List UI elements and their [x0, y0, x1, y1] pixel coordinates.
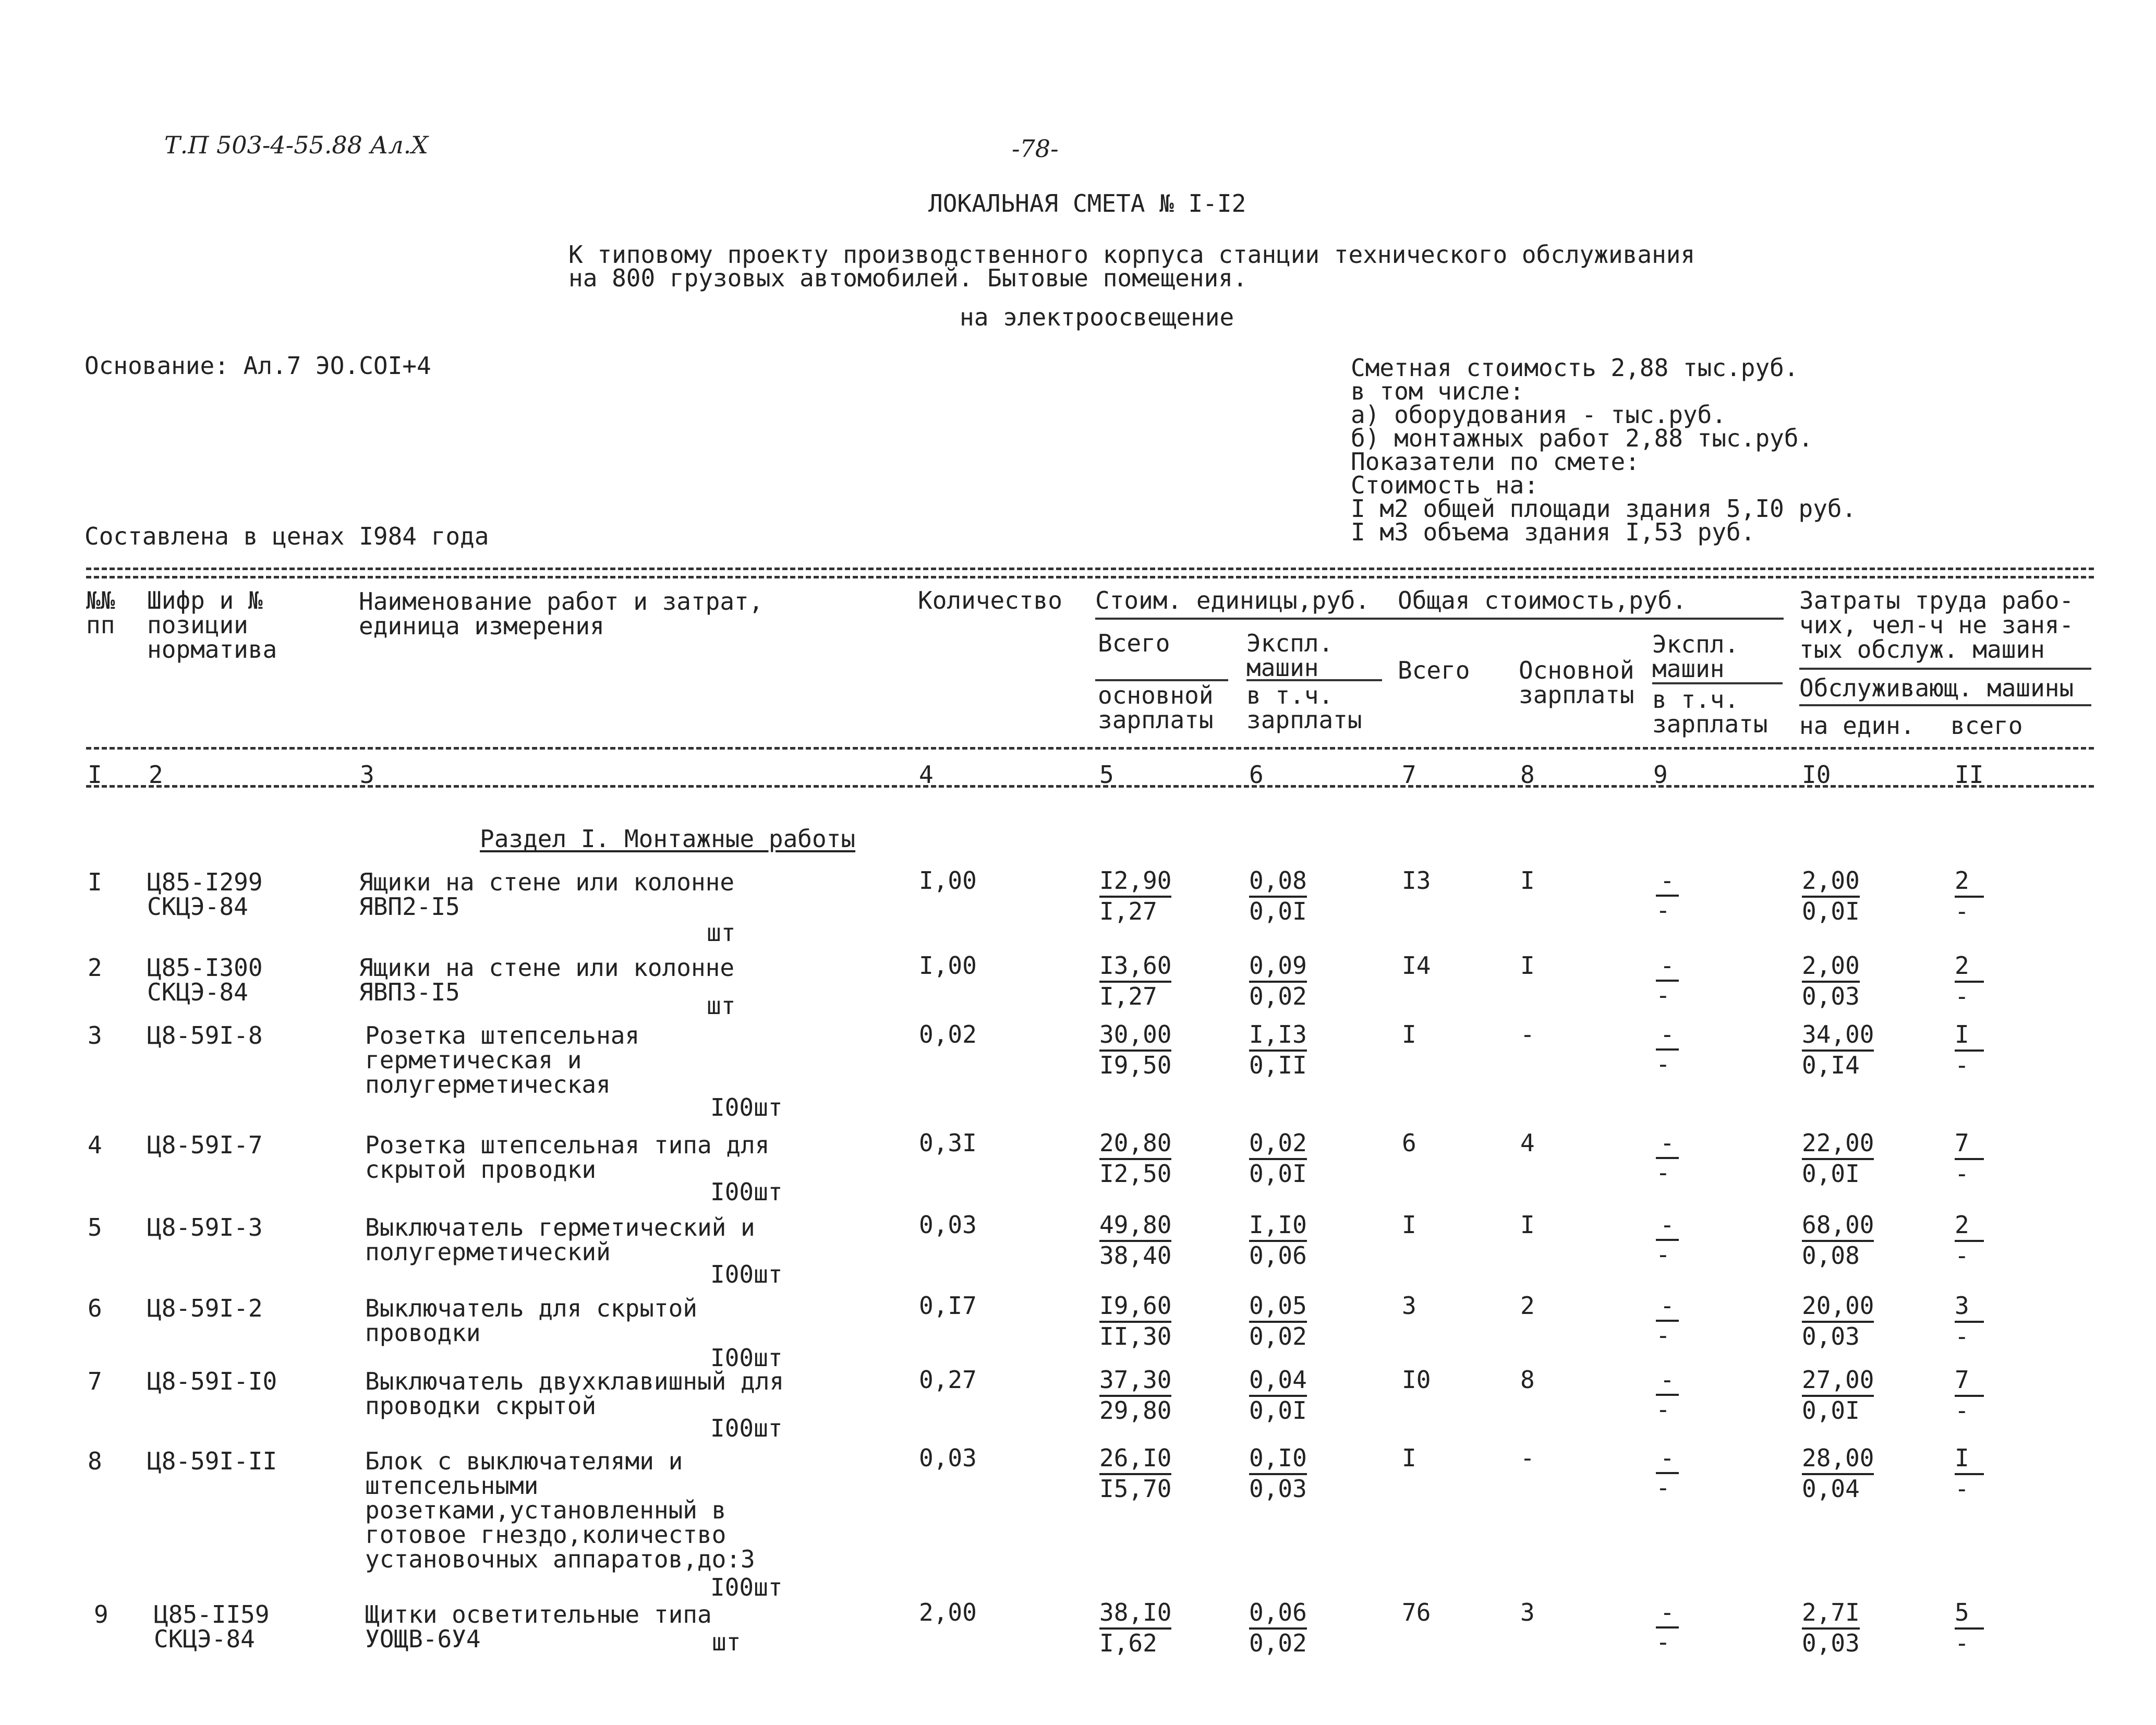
row-3-unit-cost — [1099, 1021, 1171, 1079]
row-3-c9-wages: - — [1656, 1050, 1670, 1078]
colnum-10: I0 — [1802, 761, 1831, 789]
row-9-c5-total: 38,I0 — [1099, 1599, 1171, 1630]
header-unit-total: Всего — [1098, 629, 1170, 657]
cost-per-volume: I м3 объема здания I,53 руб. — [1351, 518, 1755, 546]
row-7-c6-wages: 0,0I — [1249, 1396, 1307, 1425]
row-6-unit-cost — [1099, 1292, 1171, 1350]
row-3-unit: I00шт — [710, 1093, 783, 1121]
colnum-11: II — [1955, 761, 1984, 789]
header-total-cost: Общая стоимость,руб. — [1398, 586, 1687, 614]
row-9-c11-total: 5 — [1955, 1599, 1984, 1630]
colnum-9: 9 — [1653, 761, 1668, 789]
row-2-c6-total: 0,09 — [1249, 952, 1307, 983]
row-4-c11-wages: - — [1955, 1159, 1969, 1188]
prices-text: Составлена в ценах I984 года — [84, 522, 489, 550]
equipment-cost: а) оборудования - тыс.руб. — [1351, 401, 1727, 429]
row-4-unit: I00шт — [710, 1178, 783, 1206]
row-5-name: Выключатель герметический и полугерметический — [365, 1213, 755, 1266]
row-3-c9-total: - — [1656, 1021, 1679, 1051]
row-2-labor-total — [1955, 952, 1984, 1010]
row-3-c11-wages: - — [1955, 1051, 1969, 1079]
row-6-code: Ц8-59I-2 — [147, 1294, 263, 1322]
row-9-c10-wages: 0,03 — [1802, 1629, 1860, 1657]
header-rule-c9 — [1652, 682, 1783, 684]
row-7-qty: 0,27 — [919, 1366, 977, 1394]
row-9-total: 76 — [1402, 1598, 1431, 1626]
row-7-unit-cost — [1099, 1366, 1171, 1425]
row-1-c9-total: - — [1656, 867, 1679, 897]
row-7-number: 7 — [88, 1367, 102, 1395]
row-9-unit-cost — [1099, 1599, 1171, 1657]
row-9-name: Щитки осветительные типа УОЩВ-6У4 — [365, 1600, 712, 1653]
row-6-c10-total: 20,00 — [1802, 1292, 1874, 1323]
row-8-total-wages: - — [1520, 1444, 1535, 1472]
row-3-c10-total: 34,00 — [1802, 1021, 1874, 1052]
row-3-labor-unit — [1802, 1021, 1874, 1079]
row-1-code: Ц85-I299 СКЦЭ-84 — [147, 868, 263, 921]
estimate-cost: Сметная стоимость 2,88 тыс.руб. — [1351, 354, 1799, 382]
row-1-c11-total: 2 — [1955, 867, 1984, 898]
row-5-total: I — [1402, 1211, 1416, 1239]
row-2-c10-wages: 0,03 — [1802, 982, 1860, 1010]
row-2-c5-total: I3,60 — [1099, 952, 1171, 983]
row-8-c10-total: 28,00 — [1802, 1444, 1874, 1475]
row-2-code: Ц85-I300 СКЦЭ-84 — [147, 954, 263, 1006]
row-6-c5-wages: II,30 — [1099, 1322, 1172, 1350]
header-total-all: Всего — [1398, 656, 1470, 684]
row-4-name: Розетка штепсельная типа для скрытой проводки — [365, 1131, 770, 1184]
row-3-machine-cost — [1249, 1021, 1307, 1079]
row-4-c5-wages: I2,50 — [1099, 1159, 1172, 1188]
row-8-c11-total: I — [1955, 1444, 1984, 1475]
row-5-c9-total: - — [1656, 1211, 1679, 1241]
row-1-labor-total — [1955, 867, 1984, 925]
row-7-c10-total: 27,00 — [1802, 1366, 1874, 1397]
row-6-number: 6 — [88, 1294, 102, 1322]
row-1-c11-wages: - — [1955, 897, 1969, 925]
table-top-border-2 — [86, 576, 2094, 578]
header-total-wages: Основной зарплаты — [1519, 656, 1634, 709]
row-5-c10-wages: 0,08 — [1802, 1241, 1860, 1270]
row-3-name: Розетка штепсельная герметическая и полугерметическая — [365, 1021, 640, 1099]
row-8-unit: I00шт — [710, 1573, 783, 1601]
row-6-c5-total: I9,60 — [1099, 1292, 1171, 1323]
row-9-c6-total: 0,06 — [1249, 1599, 1307, 1630]
row-1-c10-total: 2,00 — [1802, 867, 1860, 898]
row-9-c9-total: - — [1656, 1599, 1679, 1629]
header-per-unit: на един. — [1799, 711, 1915, 740]
row-3-c11-total: I — [1955, 1021, 1984, 1052]
row-4-labor-total — [1955, 1129, 1984, 1188]
row-2-qty: I,00 — [919, 951, 977, 980]
row-2-name: Ящики на стене или колонне ЯВП3-I5 — [359, 954, 735, 1006]
row-6-total-wages: 2 — [1520, 1292, 1535, 1320]
row-8-c9-wages: - — [1656, 1473, 1670, 1502]
row-6-c9-total: - — [1656, 1292, 1679, 1322]
row-5-total-wages: I — [1520, 1211, 1535, 1239]
row-5-labor-total — [1955, 1211, 1984, 1270]
row-6-labor-total — [1955, 1292, 1984, 1350]
row-6-total: 3 — [1402, 1292, 1416, 1320]
row-1-total: I3 — [1402, 866, 1431, 895]
row-3-c10-wages: 0,I4 — [1802, 1051, 1860, 1079]
row-6-c10-wages: 0,03 — [1802, 1322, 1860, 1350]
row-8-c6-total: 0,I0 — [1249, 1444, 1307, 1475]
row-2-c10-total: 2,00 — [1802, 952, 1860, 983]
row-8-total: I — [1402, 1444, 1416, 1472]
row-5-c11-total: 2 — [1955, 1211, 1984, 1242]
row-2-total: I4 — [1402, 951, 1431, 980]
row-1-c9-wages: - — [1656, 896, 1670, 924]
row-9-total-wages: 3 — [1520, 1598, 1535, 1626]
row-4-total: 6 — [1402, 1129, 1416, 1157]
colnum-7: 7 — [1402, 761, 1416, 789]
row-1-c6-total: 0,08 — [1249, 867, 1307, 898]
row-6-machine-cost — [1249, 1292, 1307, 1350]
cost-per-label: Стоимость на: — [1351, 471, 1539, 499]
row-8-number: 8 — [88, 1447, 102, 1475]
row-2-labor-unit — [1802, 952, 1860, 1010]
row-1-total-wages: I — [1520, 866, 1535, 895]
row-2-c11-total: 2 — [1955, 952, 1984, 983]
row-7-c6-total: 0,04 — [1249, 1366, 1307, 1397]
row-8-c11-wages: - — [1955, 1474, 1969, 1503]
header-total-machines: Экспл. машин — [1652, 630, 1739, 683]
header-bottom-border — [86, 747, 2094, 750]
row-3-labor-total — [1955, 1021, 1984, 1079]
row-2-c9-total: - — [1656, 952, 1679, 982]
row-3-c5-total: 30,00 — [1099, 1021, 1171, 1052]
row-3-c5-wages: I9,50 — [1099, 1051, 1172, 1079]
row-9-c11-wages: - — [1955, 1629, 1969, 1657]
colnum-5: 5 — [1099, 761, 1114, 789]
row-4-total-wages: 4 — [1520, 1129, 1535, 1157]
row-9-c5-wages: I,62 — [1099, 1629, 1157, 1657]
header-total-machine-wages: в т.ч. зарплаты — [1652, 685, 1768, 738]
row-4-c11-total: 7 — [1955, 1129, 1984, 1160]
row-8-name: Блок с выключателями и штепсельными розетками,установленный в готовое гнездо,количество установочных аппаратов,до:3 — [365, 1447, 755, 1573]
row-5-c6-total: I,I0 — [1249, 1211, 1307, 1242]
row-7-total: I0 — [1402, 1366, 1431, 1394]
row-4-machine-cost — [1249, 1129, 1307, 1188]
row-1-total-machines — [1656, 867, 1679, 924]
row-1-c6-wages: 0,0I — [1249, 897, 1307, 925]
row-2-c9-wages: - — [1656, 981, 1670, 1009]
row-2-number: 2 — [88, 954, 102, 982]
header-name: Наименование работ и затрат, единица измерения — [359, 587, 764, 640]
installation-cost: б) монтажных работ 2,88 тыс.руб. — [1351, 424, 1813, 452]
row-8-qty: 0,03 — [919, 1444, 977, 1472]
row-5-number: 5 — [88, 1213, 102, 1241]
row-8-unit-cost — [1099, 1444, 1171, 1503]
row-1-number: I — [88, 868, 102, 896]
row-2-machine-cost — [1249, 952, 1307, 1010]
row-3-code: Ц8-59I-8 — [147, 1021, 263, 1050]
row-1-c5-wages: I,27 — [1099, 897, 1157, 925]
row-3-c6-total: I,I3 — [1249, 1021, 1307, 1052]
header-code: Шифр и № позиции норматива — [147, 586, 277, 664]
row-1-machine-cost — [1249, 867, 1307, 925]
row-3-qty: 0,02 — [919, 1020, 977, 1048]
document-code: Т.П 503-4-55.88 Ал.Х — [164, 131, 428, 159]
row-6-qty: 0,I7 — [919, 1292, 977, 1320]
row-2-c5-wages: I,27 — [1099, 982, 1157, 1010]
row-5-labor-unit — [1802, 1211, 1874, 1270]
row-4-qty: 0,3I — [919, 1129, 977, 1157]
row-4-c9-wages: - — [1656, 1158, 1670, 1187]
header-unit-cost: Стоим. единицы,руб. — [1095, 586, 1370, 614]
row-4-code: Ц8-59I-7 — [147, 1131, 263, 1159]
row-5-c6-wages: 0,06 — [1249, 1241, 1307, 1270]
row-6-c6-total: 0,05 — [1249, 1292, 1307, 1323]
row-7-labor-unit — [1802, 1366, 1874, 1425]
row-4-c6-wages: 0,0I — [1249, 1159, 1307, 1188]
row-8-c5-total: 26,I0 — [1099, 1444, 1171, 1475]
row-5-total-machines — [1656, 1211, 1679, 1269]
row-9-c10-total: 2,7I — [1802, 1599, 1860, 1630]
row-8-c6-wages: 0,03 — [1249, 1474, 1307, 1503]
row-5-c9-wages: - — [1656, 1240, 1670, 1269]
row-7-c11-total: 7 — [1955, 1366, 1984, 1397]
row-8-total-machines — [1656, 1444, 1679, 1502]
row-4-c10-wages: 0,0I — [1802, 1159, 1860, 1188]
row-1-labor-unit — [1802, 867, 1860, 925]
row-9-machine-cost — [1249, 1599, 1307, 1657]
page-number: -78- — [1012, 135, 1059, 163]
row-7-unit: I00шт — [710, 1414, 783, 1442]
header-row-number: №№ пп — [86, 586, 115, 639]
colnum-4: 4 — [919, 761, 934, 789]
row-3-total-machines — [1656, 1021, 1679, 1078]
row-6-unit: I00шт — [710, 1344, 783, 1372]
row-7-machine-cost — [1249, 1366, 1307, 1425]
row-3-number: 3 — [88, 1021, 102, 1050]
row-7-c5-wages: 29,80 — [1099, 1396, 1172, 1425]
row-2-c6-wages: 0,02 — [1249, 982, 1307, 1010]
indicators-label: Показатели по смете: — [1351, 448, 1640, 476]
row-5-c11-wages: - — [1955, 1241, 1969, 1270]
colnum-3: 3 — [360, 761, 374, 789]
row-1-unit-cost — [1099, 867, 1171, 925]
header-rule-labor — [1799, 668, 2091, 670]
row-3-c6-wages: 0,II — [1249, 1051, 1307, 1079]
colnum-6: 6 — [1249, 761, 1264, 789]
row-2-total-wages: I — [1520, 951, 1535, 980]
row-7-c10-wages: 0,0I — [1802, 1396, 1860, 1425]
row-9-total-machines — [1656, 1599, 1679, 1656]
header-labor-machines: Обслуживающ. машины — [1799, 674, 2074, 702]
row-8-labor-total — [1955, 1444, 1984, 1503]
row-1-c10-wages: 0,0I — [1802, 897, 1860, 925]
row-6-c9-wages: - — [1656, 1321, 1670, 1349]
row-7-c5-total: 37,30 — [1099, 1366, 1171, 1397]
row-6-total-machines — [1656, 1292, 1679, 1349]
row-3-total-wages: - — [1520, 1020, 1535, 1048]
row-6-labor-unit — [1802, 1292, 1874, 1350]
row-4-total-machines — [1656, 1129, 1679, 1187]
row-7-total-machines — [1656, 1366, 1679, 1424]
row-2-unit: шт — [707, 992, 736, 1020]
row-9-labor-total — [1955, 1599, 1984, 1657]
row-7-code: Ц8-59I-I0 — [147, 1367, 277, 1395]
row-6-name: Выключатель для скрытой проводки — [365, 1294, 697, 1347]
row-1-c5-total: I2,90 — [1099, 867, 1171, 898]
row-7-c9-total: - — [1656, 1366, 1679, 1396]
row-8-c9-total: - — [1656, 1444, 1679, 1474]
row-5-qty: 0,03 — [919, 1211, 977, 1239]
header-unit-machine-wages: в т.ч. зарплаты — [1246, 681, 1362, 734]
row-4-c6-total: 0,02 — [1249, 1129, 1307, 1160]
subtitle-line-1: К типовому проекту производственного корпуса станции технического обслуживания — [568, 240, 1695, 269]
row-5-c5-wages: 38,40 — [1099, 1241, 1172, 1270]
colnum-8: 8 — [1520, 761, 1535, 789]
row-4-c9-total: - — [1656, 1129, 1679, 1159]
cost-per-area: I м2 общей площади здания 5,I0 руб. — [1351, 494, 1857, 523]
row-4-c5-total: 20,80 — [1099, 1129, 1171, 1160]
table-top-border — [86, 568, 2094, 570]
row-4-labor-unit — [1802, 1129, 1874, 1188]
row-7-total-wages: 8 — [1520, 1366, 1535, 1394]
basis-text: Основание: Ал.7 ЭО.СОI+4 — [84, 352, 431, 380]
row-5-c5-total: 49,80 — [1099, 1211, 1171, 1242]
row-4-c10-total: 22,00 — [1802, 1129, 1874, 1160]
section-title: Раздел I. Монтажные работы — [480, 825, 856, 853]
row-5-unit-cost — [1099, 1211, 1171, 1270]
row-2-unit-cost — [1099, 952, 1171, 1010]
header-quantity: Количество — [918, 586, 1062, 614]
row-1-unit: шт — [707, 919, 736, 947]
row-1-qty: I,00 — [919, 866, 977, 895]
row-2-total-machines — [1656, 952, 1679, 1009]
colnum-1: I — [88, 761, 102, 789]
row-8-code: Ц8-59I-II — [147, 1447, 277, 1475]
colnum-2: 2 — [149, 761, 163, 789]
colnum-bottom-border — [86, 785, 2094, 788]
subtitle-line-2: на 800 грузовых автомобилей. Бытовые помещения. — [568, 264, 1247, 292]
row-6-c6-wages: 0,02 — [1249, 1322, 1307, 1350]
row-9-c9-wages: - — [1656, 1627, 1670, 1656]
row-4-unit-cost — [1099, 1129, 1171, 1188]
row-8-machine-cost — [1249, 1444, 1307, 1503]
row-9-number: 9 — [94, 1600, 108, 1629]
header-rule-cost — [1095, 618, 1784, 620]
row-7-c11-wages: - — [1955, 1396, 1969, 1425]
row-7-labor-total — [1955, 1366, 1984, 1425]
row-3-total: I — [1402, 1020, 1416, 1048]
row-8-labor-unit — [1802, 1444, 1874, 1503]
header-unit-wages: основной зарплаты — [1098, 681, 1214, 734]
row-2-c11-wages: - — [1955, 982, 1969, 1010]
row-8-c10-wages: 0,04 — [1802, 1474, 1860, 1503]
row-9-c6-wages: 0,02 — [1249, 1629, 1307, 1657]
including-label: в том числе: — [1351, 377, 1524, 405]
header-labor-total: всего — [1951, 711, 2023, 740]
row-9-unit: шт — [712, 1628, 741, 1656]
header-labor: Затраты труда рабо- чих, чел-ч не заня- тых обслуж. машин — [1799, 586, 2074, 664]
row-6-c11-total: 3 — [1955, 1292, 1984, 1323]
row-7-name: Выключатель двухклавишный для проводки скрытой — [365, 1367, 784, 1420]
row-4-number: 4 — [88, 1131, 102, 1159]
row-5-code: Ц8-59I-3 — [147, 1213, 263, 1241]
row-5-c10-total: 68,00 — [1802, 1211, 1874, 1242]
row-5-unit: I00шт — [710, 1260, 783, 1288]
row-7-c9-wages: - — [1656, 1395, 1670, 1424]
header-unit-machines: Экспл. машин — [1246, 629, 1334, 682]
row-9-labor-unit — [1802, 1599, 1860, 1657]
row-6-c11-wages: - — [1955, 1322, 1969, 1350]
page-title: ЛОКАЛЬНАЯ СМЕТА № I-I2 — [928, 189, 1246, 218]
row-8-c5-wages: I5,70 — [1099, 1474, 1172, 1503]
row-5-machine-cost — [1249, 1211, 1307, 1270]
subtitle-line-3: на электроосвещение — [960, 303, 1234, 331]
row-9-qty: 2,00 — [919, 1598, 977, 1626]
row-9-code: Ц85-II59 СКЦЭ-84 — [154, 1600, 270, 1653]
row-1-name: Ящики на стене или колонне ЯВП2-I5 — [359, 868, 735, 921]
header-rule-labor-sub — [1799, 704, 2091, 706]
